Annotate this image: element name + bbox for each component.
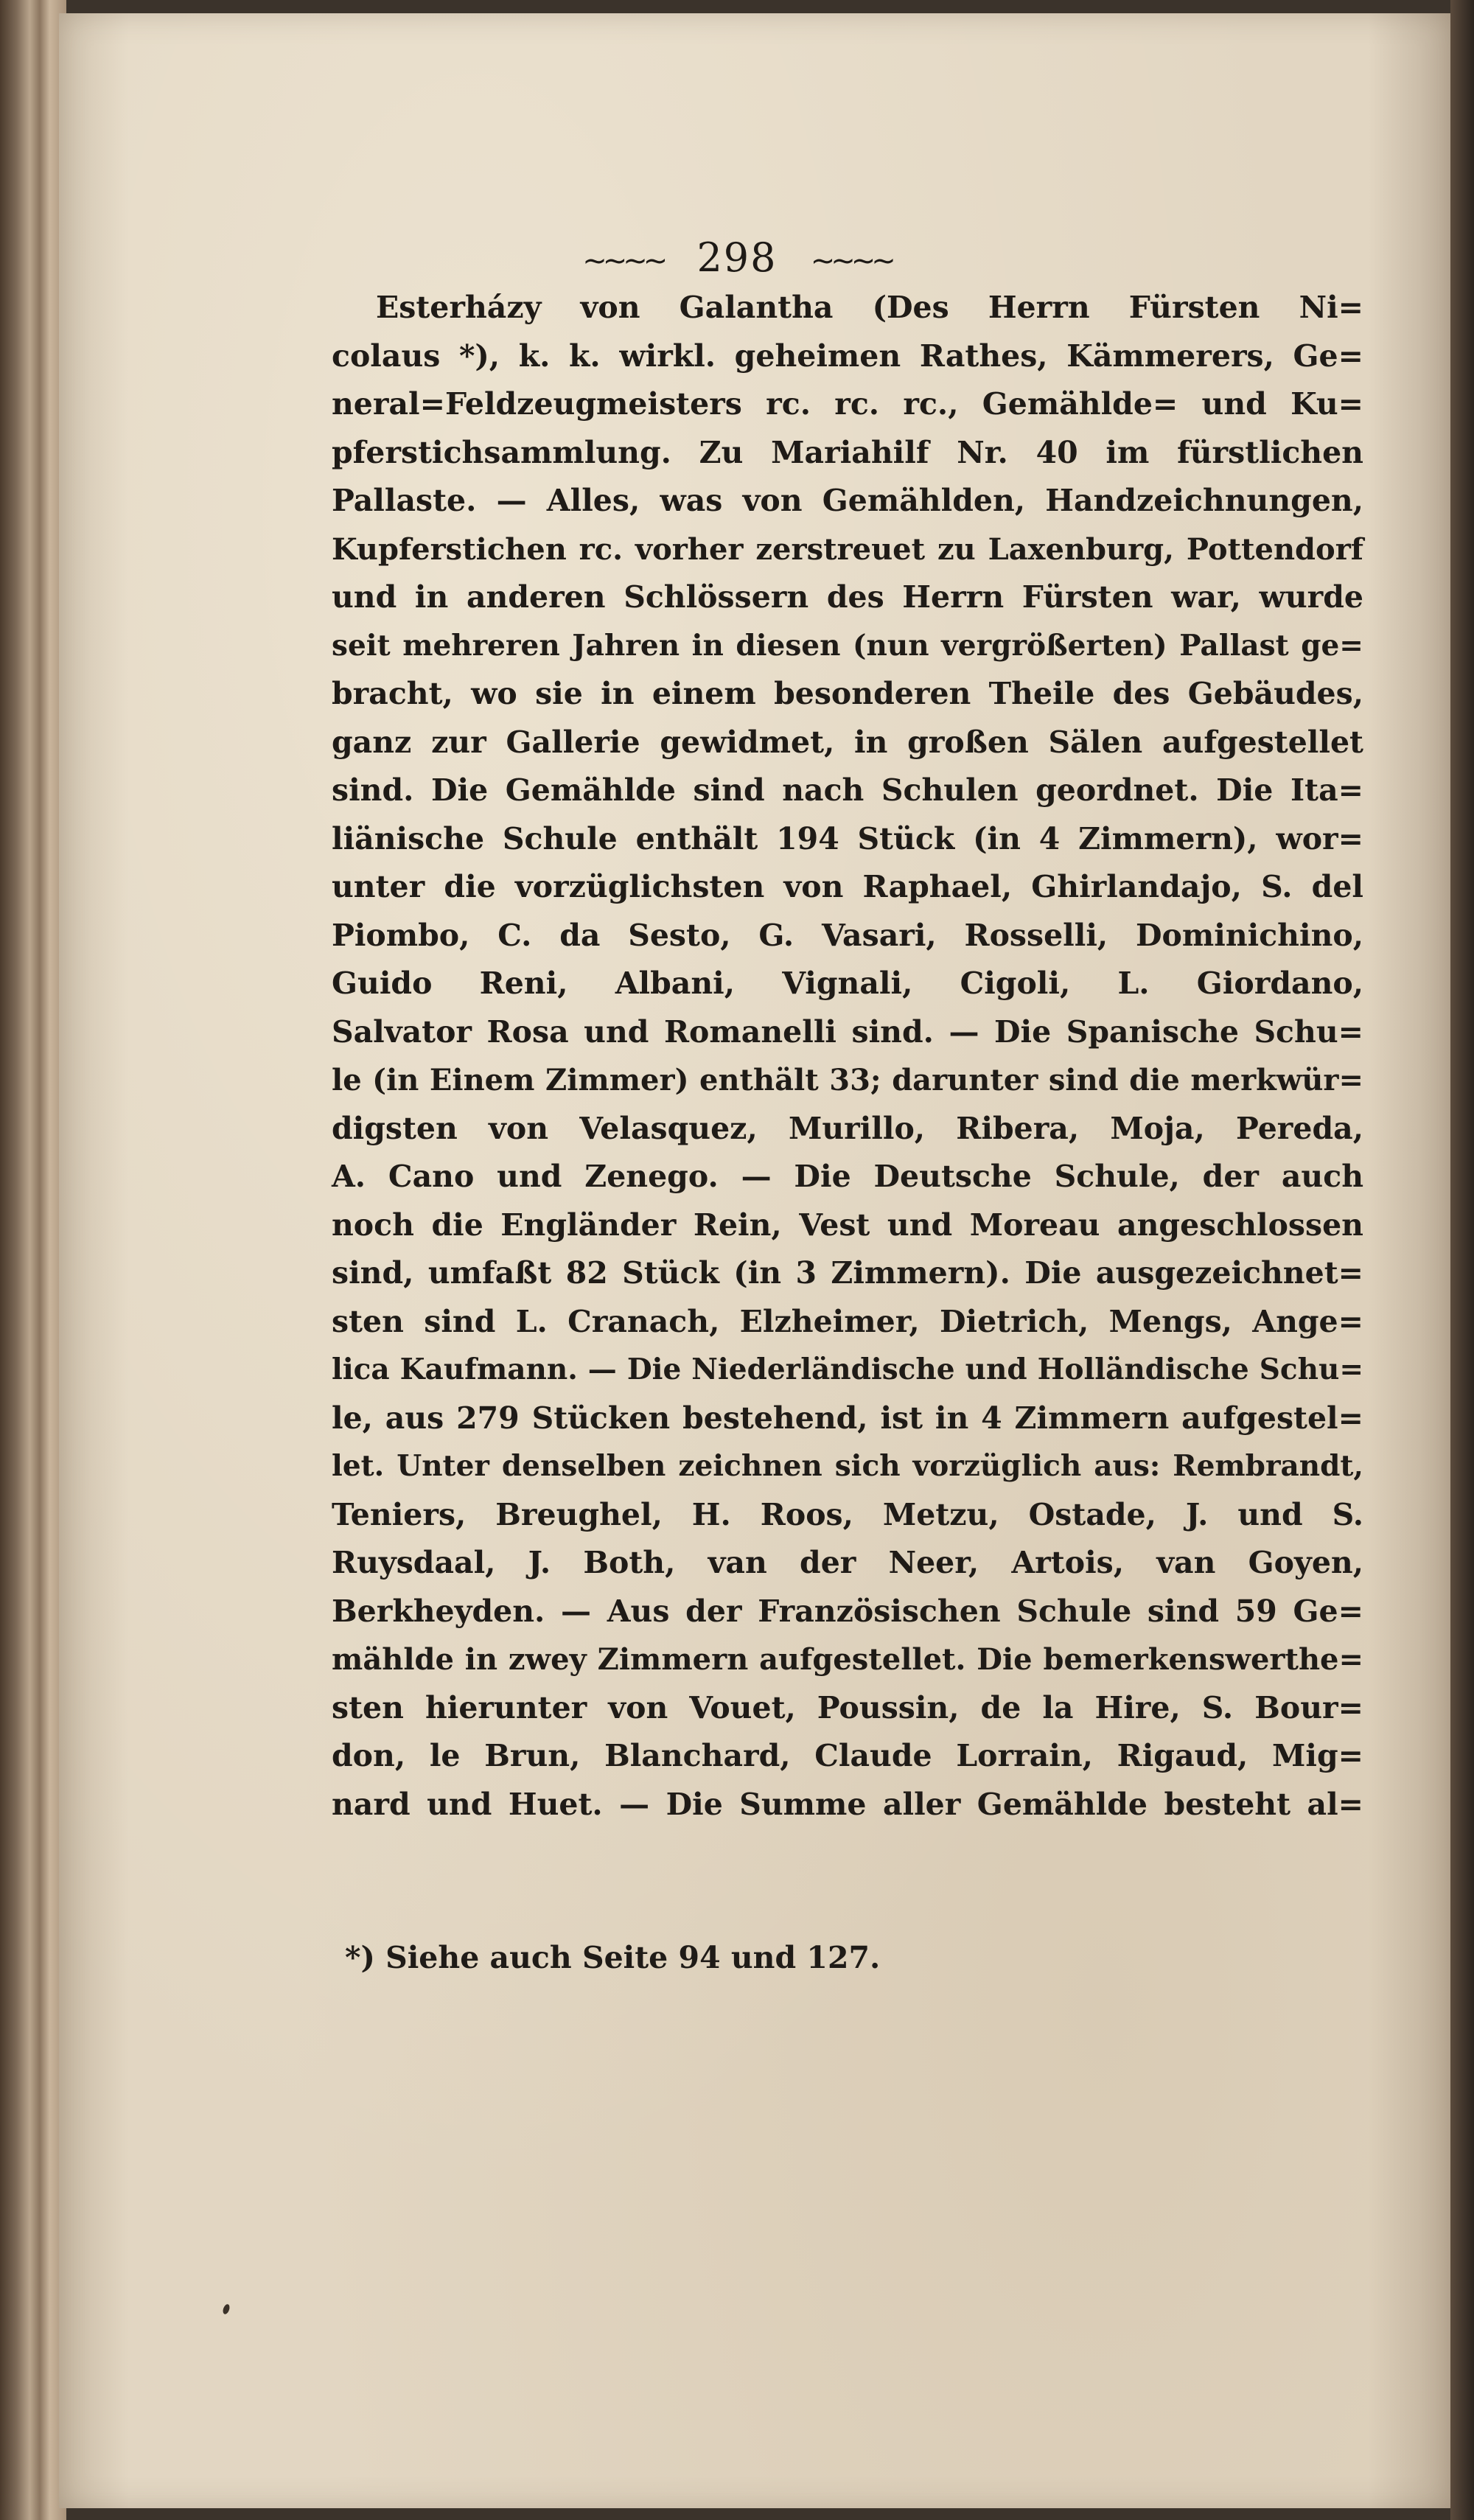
text-line: mählde in zwey Zimmern aufgestellet. Die bemerkenswerthe=: [332, 1642, 1363, 1677]
text-line: ganz zur Gallerie gewidmet, in großen Sälen aufgestellet: [332, 724, 1363, 760]
page-number: 298: [696, 234, 778, 281]
text-line: A. Cano und Zenego. — Die Deutsche Schule, der auch: [332, 1159, 1363, 1194]
text-line: und in anderen Schlössern des Herrn Fürsten war, wurde: [332, 579, 1363, 615]
ornament-left: ~~~~: [582, 244, 664, 278]
page-header: [0, 234, 1474, 281]
text-line: sten hierunter von Vouet, Poussin, de la Hire, S. Bour=: [332, 1689, 1363, 1725]
ornament-right: ~~~~: [810, 244, 892, 278]
text-line: unter die vorzüglichsten von Raphael, Ghirlandajo, S. del: [332, 869, 1363, 904]
text-line: Kupferstichen rc. vorher zerstreuet zu Laxenburg, Pottendorf: [332, 531, 1363, 567]
text-line: nard und Huet. — Die Summe aller Gemählde besteht al=: [332, 1786, 1363, 1822]
text-line: Piombo, C. da Sesto, G. Vasari, Rosselli, Dominichino,: [332, 917, 1363, 953]
text-line: Teniers, Breughel, H. Roos, Metzu, Ostade, J. und S.: [332, 1496, 1363, 1532]
text-line: Salvator Rosa und Romanelli sind. — Die Spanische Schu=: [332, 1013, 1363, 1050]
text-line: seit mehreren Jahren in diesen (nun vergrößerten) Pallast ge=: [332, 628, 1363, 663]
text-line: sind, umfaßt 82 Stück (in 3 Zimmern). Die ausgezeichnet=: [332, 1255, 1363, 1291]
text-line: Pallaste. — Alles, was von Gemählden, Handzeichnungen,: [332, 483, 1363, 518]
text-line: Guido Reni, Albani, Vignali, Cigoli, L. Giordano,: [332, 966, 1363, 1001]
text-line: noch die Engländer Rein, Vest und Moreau angeschlossen: [332, 1207, 1363, 1243]
text-line: let. Unter denselben zeichnen sich vorzüglich aus: Rembrandt,: [332, 1449, 1363, 1483]
text-line: Berkheyden. — Aus der Französischen Schule sind 59 Ge=: [332, 1593, 1363, 1629]
text-line: bracht, wo sie in einem besonderen Theile des Gebäudes,: [332, 676, 1363, 711]
text-line: pferstichsammlung. Zu Mariahilf Nr. 40 im fürstlichen: [332, 434, 1363, 470]
body-text: [332, 284, 1363, 1829]
footnote: *) Siehe auch Seite 94 und 127.: [345, 1940, 881, 1975]
text-line: digsten von Velasquez, Murillo, Ribera, Moja, Pereda,: [332, 1110, 1363, 1146]
text-line: Ruysdaal, J. Both, van der Neer, Artois, van Goyen,: [332, 1545, 1363, 1580]
text-line: neral=Feldzeugmeisters rc. rc. rc., Gemählde= und Ku=: [332, 386, 1363, 422]
text-line: liänische Schule enthält 194 Stück (in 4 Zimmern), wor=: [332, 820, 1363, 856]
text-line: le (in Einem Zimmer) enthält 33; darunter sind die merkwür=: [332, 1063, 1363, 1097]
book-page-edges: [0, 0, 66, 2520]
text-line: le, aus 279 Stücken bestehend, ist in 4 Zimmern aufgestel=: [332, 1400, 1363, 1436]
text-line: sten sind L. Cranach, Elzheimer, Dietrich, Mengs, Ange=: [332, 1303, 1363, 1339]
text-line: don, le Brun, Blanchard, Claude Lorrain, Rigaud, Mig=: [332, 1738, 1363, 1773]
text-line: sind. Die Gemählde sind nach Schulen geordnet. Die Ita=: [332, 772, 1363, 808]
text-line: Esterházy von Galantha (Des Herrn Fürsten Ni=: [376, 290, 1363, 325]
text-line: colaus *), k. k. wirkl. geheimen Rathes, Kämmerers, Ge=: [332, 338, 1363, 374]
book-right-edge: [1450, 0, 1474, 2520]
text-line: lica Kaufmann. — Die Niederländische und Holländische Schu=: [332, 1353, 1363, 1386]
